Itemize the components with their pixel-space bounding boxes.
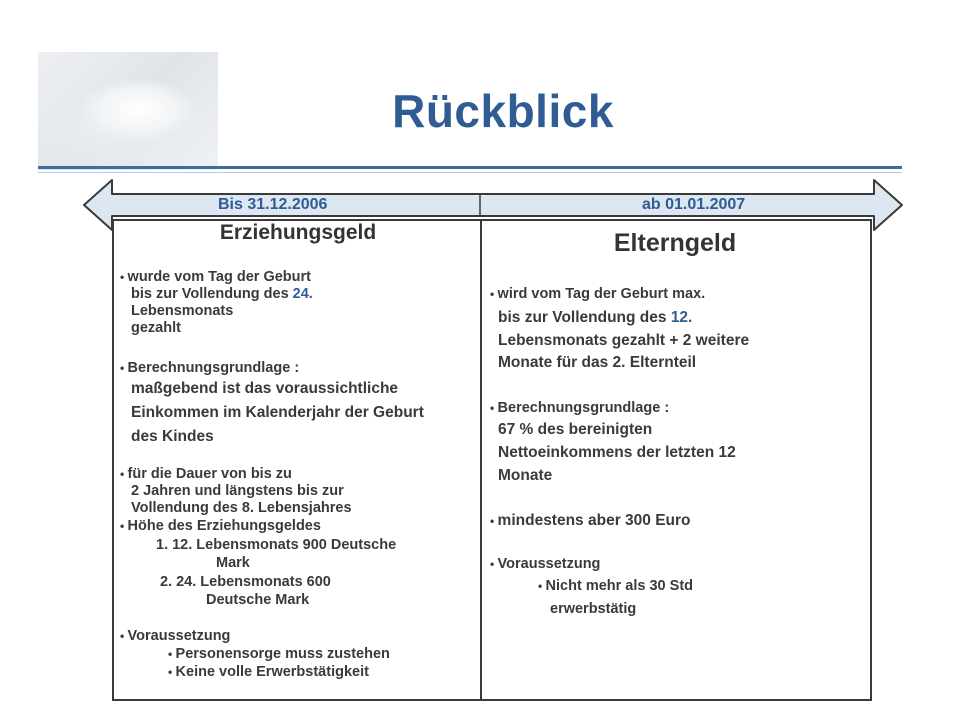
right-b2-line2: 67 % des bereinigten	[498, 421, 653, 438]
right-b2-line3: Nettoeinkommens der letzten 12	[498, 444, 736, 461]
left-b1-line2: bis zur Vollendung des 24.	[131, 286, 313, 302]
left-b4-line2: 1. 12. Lebensmonats 900 Deutsche	[156, 537, 397, 553]
left-b5-sub1: • Personensorge muss zustehen	[168, 646, 390, 663]
right-b4-line1: • Voraussetzung	[490, 556, 600, 573]
left-heading: Erziehungsgeld	[219, 221, 377, 244]
left-b1-line3: Lebensmonats	[131, 303, 234, 319]
left-b4-line4: 2. 24. Lebensmonats 600	[160, 574, 331, 590]
right-heading: Elterngeld	[613, 229, 737, 257]
left-b2-line2: maßgebend ist das voraussichtliche	[131, 380, 399, 397]
right-b4-sub2: erwerbstätig	[550, 601, 637, 617]
timeline-right-label: ab 01.01.2007	[642, 196, 746, 213]
left-b3-line1: • für die Dauer von bis zu	[120, 466, 292, 483]
left-b2-line4: des Kindes	[131, 428, 214, 445]
left-b3-line3: Vollendung des 8. Lebensjahres	[131, 500, 352, 516]
left-b4-line3: Mark	[216, 555, 250, 571]
left-b2-line1: • Berechnungsgrundlage :	[120, 360, 299, 377]
right-b1-line3: Lebensmonats gezahlt + 2 weitere	[498, 332, 750, 349]
left-b5-line1: • Voraussetzung	[120, 628, 230, 645]
right-b2-line1: • Berechnungsgrundlage :	[490, 400, 669, 417]
left-b1-line1: • wurde vom Tag der Geburt	[120, 269, 311, 286]
right-b2-line4: Monate	[498, 467, 553, 484]
left-b3-line2: 2 Jahren und längstens bis zur	[131, 483, 344, 499]
timeline-left-label: Bis 31.12.2006	[218, 196, 328, 213]
page-title: Rückblick	[392, 85, 614, 137]
left-b5-sub2: • Keine volle Erwerbstätigkeit	[168, 664, 369, 681]
left-b1-line4: gezahlt	[131, 320, 181, 336]
right-b3-line1: • mindestens aber 300 Euro	[490, 509, 691, 533]
left-b2-line3: Einkommen im Kalenderjahr der Geburt	[131, 404, 424, 421]
right-b4-sub1: • Nicht mehr als 30 Std	[538, 578, 693, 595]
right-b1-line2: bis zur Vollendung des 12.	[498, 309, 693, 326]
right-b1-line1: • wird vom Tag der Geburt max.	[490, 286, 705, 303]
left-b4-line5: Deutsche Mark	[206, 592, 310, 608]
right-b1-line4: Monate für das 2. Elternteil	[498, 354, 697, 371]
left-b4-line1: • Höhe des Erziehungsgeldes	[120, 518, 321, 535]
